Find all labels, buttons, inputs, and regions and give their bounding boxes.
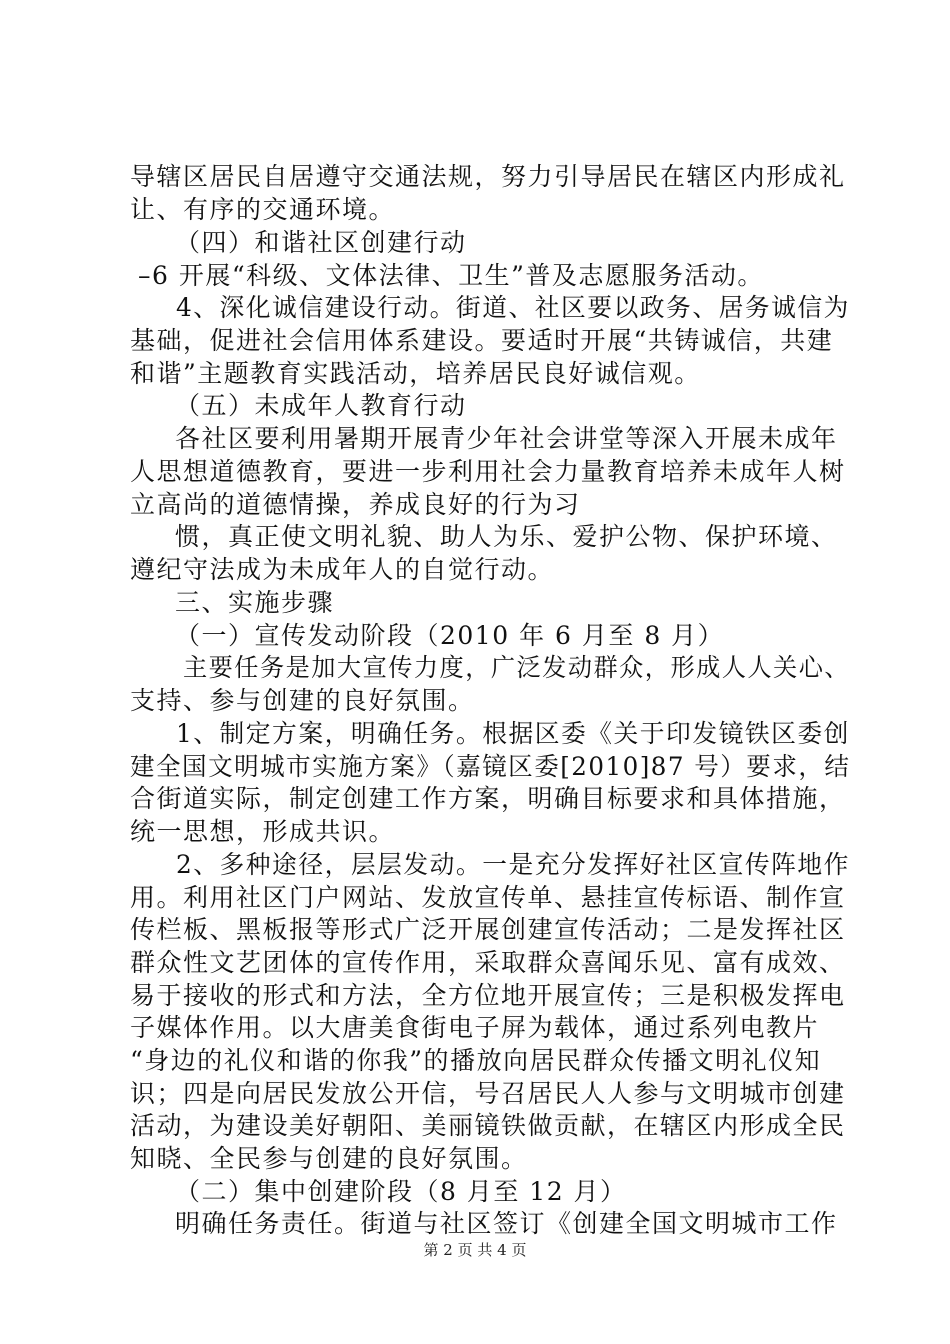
text-line: （五）未成年人教育行动 bbox=[175, 391, 467, 420]
text-line: 知晓、全民参与创建的良好氛围。 bbox=[130, 1144, 528, 1173]
text-line: 惯，真正使文明礼貌、助人为乐、爱护公物、保护环境、 bbox=[175, 522, 838, 551]
text-line: 4、深化诚信建设行动。街道、社区要以政务、居务诚信为 bbox=[176, 293, 850, 322]
text-line: 1、制定方案，明确任务。根据区委《关于印发镜铁区委创 bbox=[176, 719, 850, 748]
text-line: 让、有序的交通环境。 bbox=[130, 195, 396, 224]
page-footer: 第 2 页 共 4 页 bbox=[423, 1241, 527, 1259]
text-line: 活动，为建设美好朝阳、美丽镜铁做贡献，在辖区内形成全民 bbox=[130, 1111, 846, 1140]
text-line: 易于接收的形式和方法，全方位地开展宣传；三是积极发挥电 bbox=[130, 981, 846, 1010]
text-line: “身边的礼仪和谐的你我”的播放向居民群众传播文明礼仪知 bbox=[130, 1046, 822, 1075]
text-line: 立高尚的道德情操，养成良好的行为习 bbox=[130, 490, 581, 519]
text-line: （一）宣传发动阶段（2010 年 6 月至 8 月） bbox=[175, 621, 725, 650]
text-line: 群众性文艺团体的宣传作用，采取群众喜闻乐见、富有成效、 bbox=[130, 948, 846, 977]
text-line: –6 开展“科级、文体法律、卫生”普及志愿服务活动。 bbox=[138, 261, 764, 290]
text-line: 遵纪守法成为未成年人的自觉行动。 bbox=[130, 555, 555, 584]
text-line: 明确任务责任。街道与社区签订《创建全国文明城市工作 bbox=[175, 1209, 838, 1238]
text-line: 2、多种途径，层层发动。一是充分发挥好社区宣传阵地作 bbox=[176, 850, 850, 879]
text-line: （二）集中创建阶段（8 月至 12 月） bbox=[175, 1177, 627, 1206]
text-line: 建全国文明城市实施方案》（嘉镜区委[2010]87 号）要求，结 bbox=[130, 752, 851, 781]
text-line: （四）和谐社区创建行动 bbox=[175, 228, 467, 257]
text-line: 用。利用社区门户网站、发放宣传单、悬挂宣传标语、制作宣 bbox=[130, 883, 846, 912]
text-line: 识；四是向居民发放公开信，号召居民人人参与文明城市创建 bbox=[130, 1079, 846, 1108]
text-line: 统一思想，形成共识。 bbox=[130, 817, 396, 846]
text-line: 合街道实际，制定创建工作方案，明确目标要求和具体措施， bbox=[130, 784, 846, 813]
text-line: 支持、参与创建的良好氛围。 bbox=[130, 686, 475, 715]
text-line: 三、实施步骤 bbox=[175, 588, 335, 617]
text-line: 各社区要利用暑期开展青少年社会讲堂等深入开展未成年 bbox=[175, 424, 838, 453]
text-line: 和谐”主题教育实践活动，培养居民良好诚信观。 bbox=[130, 359, 701, 388]
text-line: 基础，促进社会信用体系建设。要适时开展“共铸诚信，共建 bbox=[130, 326, 834, 355]
text-line: 导辖区居民自居遵守交通法规，努力引导居民在辖区内形成礼 bbox=[130, 162, 846, 191]
text-line: 主要任务是加大宣传力度，广泛发动群众，形成人人关心、 bbox=[183, 653, 851, 682]
text-line: 传栏板、黑板报等形式广泛开展创建宣传活动；二是发挥社区 bbox=[130, 915, 846, 944]
text-line: 人思想道德教育，要进一步利用社会力量教育培养未成年人树 bbox=[130, 457, 846, 486]
text-line: 子媒体作用。以大唐美食街电子屏为载体，通过系列电教片 bbox=[130, 1013, 820, 1042]
